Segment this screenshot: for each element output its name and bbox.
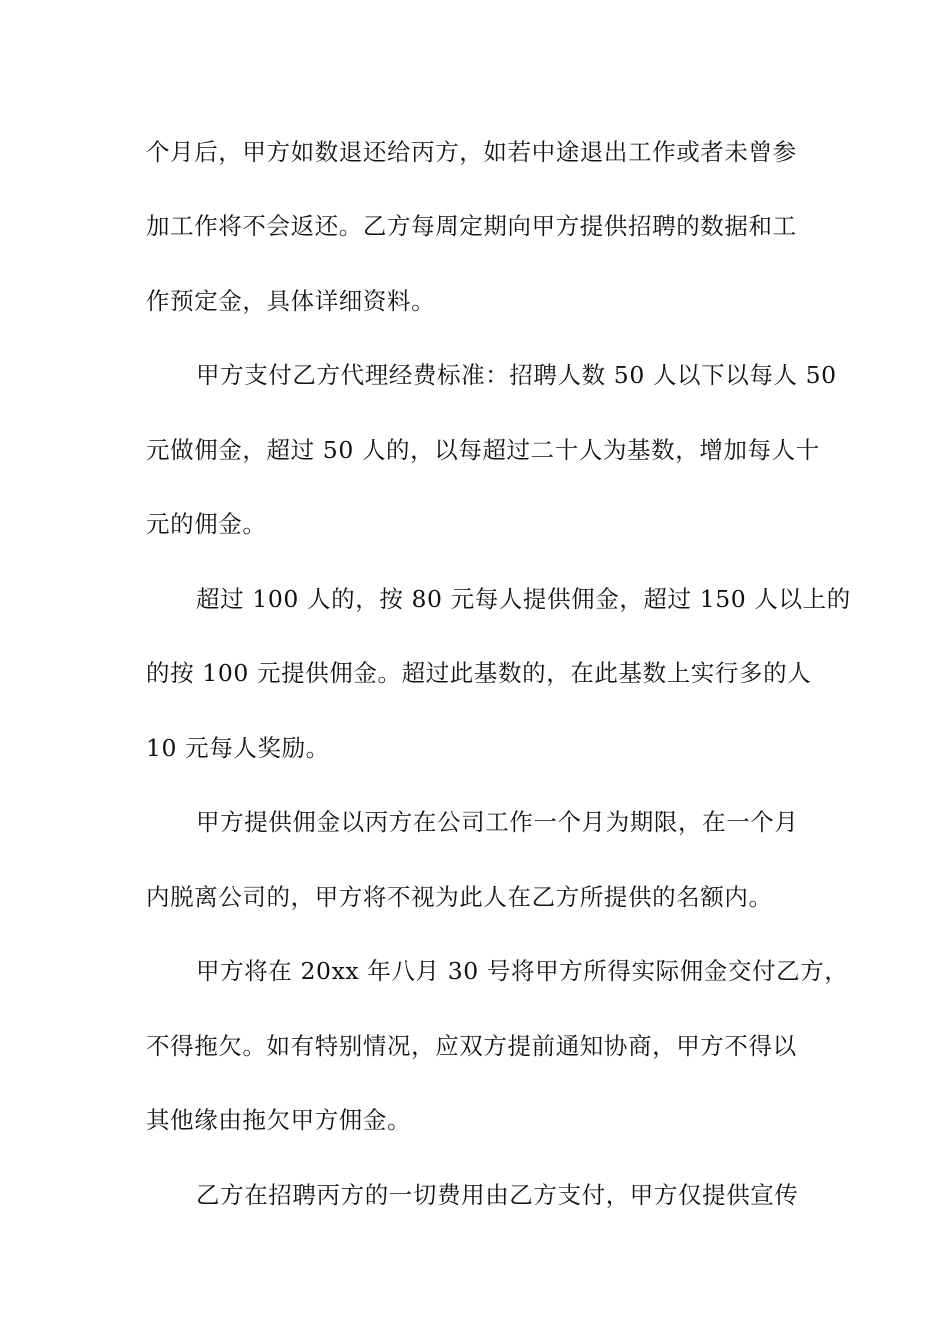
text-line-1: 个月后，甲方如数退还给丙方，如若中途退出工作或者未曾参: [146, 138, 797, 166]
text-line-2: 加工作将不会返还。乙方每周定期向甲方提供招聘的数据和工: [146, 212, 797, 240]
text-line-4: 甲方支付乙方代理经费标准：招聘人数 50 人以下以每人 50: [196, 361, 837, 389]
text-line-3: 作预定金，具体详细资料。: [146, 287, 436, 315]
text-line-9: 10 元每人奖励。: [146, 734, 330, 762]
text-line-5: 元做佣金，超过 50 人的，以每超过二十人为基数，增加每人十: [146, 436, 820, 464]
text-line-6: 元的佣金。: [146, 510, 267, 538]
text-line-13: 不得拖欠。如有特别情况，应双方提前通知协商，甲方不得以: [146, 1032, 797, 1060]
text-line-12: 甲方将在 20xx 年八月 30 号将甲方所得实际佣金交付乙方，: [196, 957, 849, 985]
text-line-10: 甲方提供佣金以丙方在公司工作一个月为期限，在一个月: [196, 808, 799, 836]
text-line-14: 其他缘由拖欠甲方佣金。: [146, 1106, 412, 1134]
text-line-8: 的按 100 元提供佣金。超过此基数的，在此基数上实行多的人: [146, 659, 812, 687]
text-line-15: 乙方在招聘丙方的一切费用由乙方支付，甲方仅提供宣传: [196, 1181, 799, 1209]
text-line-7: 超过 100 人的，按 80 元每人提供佣金，超过 150 人以上的: [196, 585, 851, 613]
text-line-11: 内脱离公司的，甲方将不视为此人在乙方所提供的名额内。: [146, 883, 773, 911]
